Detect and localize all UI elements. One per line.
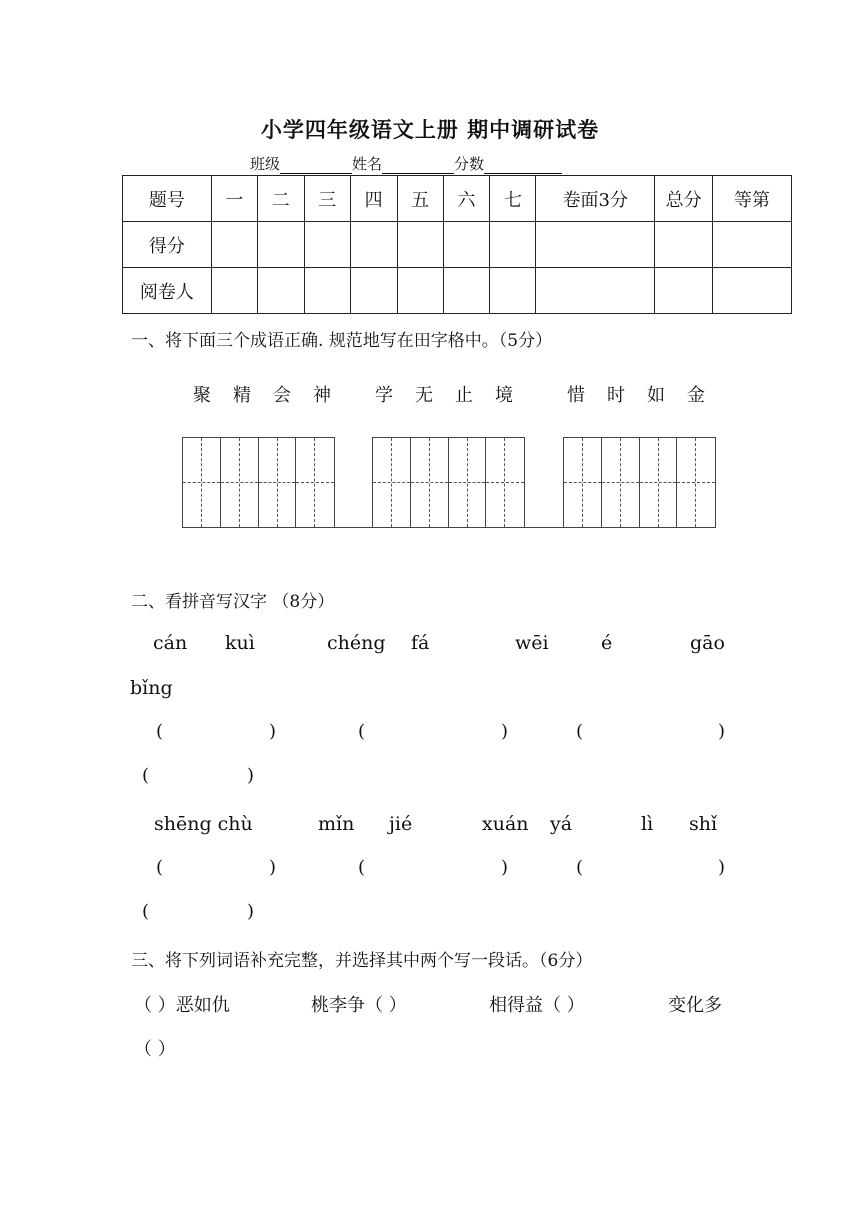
pinyin: cán bbox=[153, 632, 188, 654]
score-cell[interactable] bbox=[655, 222, 713, 268]
tianzige-grid-2[interactable] bbox=[372, 437, 525, 528]
pinyin: bǐng bbox=[130, 677, 173, 699]
tianzige-cell[interactable] bbox=[677, 438, 715, 527]
pinyin: chéng bbox=[327, 632, 386, 654]
answer-open-paren[interactable]: ( bbox=[156, 721, 164, 742]
fill-in-word[interactable]: （ ）恶如仇 bbox=[134, 995, 230, 1016]
header-cell: 七 bbox=[490, 176, 536, 222]
score-table-header-row bbox=[123, 176, 792, 222]
fill-in-word[interactable]: （ ） bbox=[134, 1039, 176, 1060]
grader-cell[interactable] bbox=[536, 268, 655, 314]
tianzige-cell[interactable] bbox=[564, 438, 602, 527]
score-cell[interactable] bbox=[397, 222, 443, 268]
pinyin: yá bbox=[550, 813, 573, 835]
fill-in-word[interactable]: 桃李争（ ） bbox=[311, 995, 407, 1016]
header-cell: 三 bbox=[304, 176, 350, 222]
idiom-char: 境 bbox=[495, 385, 513, 406]
class-label: 班级 bbox=[250, 155, 281, 173]
idiom-1 bbox=[182, 381, 342, 407]
tianzige-grid-1[interactable] bbox=[182, 437, 335, 528]
grader-cell[interactable] bbox=[257, 268, 304, 314]
score-cell[interactable] bbox=[536, 222, 655, 268]
grader-row bbox=[123, 268, 792, 314]
section3-heading: 三、将下列词语补充完整，并选择其中两个写一段话。（6分） bbox=[131, 951, 593, 971]
idiom-char: 聚 bbox=[193, 385, 211, 406]
answer-open-paren[interactable]: ( bbox=[142, 765, 150, 786]
pinyin: shǐ bbox=[689, 813, 718, 835]
tianzige-cell[interactable] bbox=[449, 438, 487, 527]
answer-open-paren[interactable]: ( bbox=[358, 721, 366, 742]
score-label: 分数 bbox=[454, 155, 485, 173]
header-cell: 题号 bbox=[123, 176, 212, 222]
answer-open-paren[interactable]: ( bbox=[576, 721, 584, 742]
header-cell: 二 bbox=[257, 176, 304, 222]
header-cell: 卷面3分 bbox=[536, 176, 655, 222]
section2-heading: 二、看拼音写汉字 （8分） bbox=[131, 592, 335, 612]
tianzige-cell[interactable] bbox=[221, 438, 259, 527]
student-info-line bbox=[250, 153, 562, 174]
tianzige-cell[interactable] bbox=[486, 438, 524, 527]
score-cell[interactable] bbox=[304, 222, 350, 268]
pinyin: xuán bbox=[482, 813, 529, 835]
grid-connector bbox=[525, 527, 563, 528]
score-table bbox=[122, 175, 792, 314]
grader-cell[interactable] bbox=[397, 268, 443, 314]
header-cell: 一 bbox=[211, 176, 257, 222]
answer-close-paren: ) bbox=[501, 721, 509, 742]
grader-cell[interactable] bbox=[350, 268, 397, 314]
answer-close-paren: ) bbox=[269, 721, 277, 742]
pinyin: wēi bbox=[515, 632, 549, 654]
grader-cell[interactable] bbox=[490, 268, 536, 314]
pinyin: shēng chù bbox=[154, 813, 253, 835]
score-row bbox=[123, 222, 792, 268]
idiom-3 bbox=[556, 381, 716, 407]
section1-heading: 一、将下面三个成语正确. 规范地写在田字格中。（5分） bbox=[131, 331, 553, 351]
pinyin: mǐn bbox=[318, 813, 355, 835]
idiom-char: 止 bbox=[455, 385, 473, 406]
pinyin: é bbox=[601, 632, 613, 654]
pinyin: lì bbox=[641, 813, 654, 835]
tianzige-cell[interactable] bbox=[373, 438, 411, 527]
score-cell[interactable] bbox=[257, 222, 304, 268]
answer-open-paren[interactable]: ( bbox=[358, 857, 366, 878]
tianzige-cell[interactable] bbox=[183, 438, 221, 527]
header-cell: 总分 bbox=[655, 176, 713, 222]
grader-cell[interactable] bbox=[655, 268, 713, 314]
score-cell[interactable] bbox=[443, 222, 490, 268]
answer-close-paren: ) bbox=[247, 901, 255, 922]
header-cell: 四 bbox=[350, 176, 397, 222]
idiom-char: 神 bbox=[313, 385, 331, 406]
idiom-char: 会 bbox=[273, 385, 291, 406]
tianzige-cell[interactable] bbox=[411, 438, 449, 527]
idiom-char: 惜 bbox=[567, 385, 585, 406]
answer-open-paren[interactable]: ( bbox=[156, 857, 164, 878]
idiom-char: 精 bbox=[233, 385, 251, 406]
score-cell[interactable] bbox=[490, 222, 536, 268]
pinyin: kuì bbox=[225, 632, 255, 654]
answer-open-paren[interactable]: ( bbox=[142, 901, 150, 922]
score-cell[interactable] bbox=[350, 222, 397, 268]
score-cell[interactable] bbox=[211, 222, 257, 268]
pinyin: fá bbox=[411, 632, 430, 654]
answer-open-paren[interactable]: ( bbox=[576, 857, 584, 878]
row-label: 得分 bbox=[123, 222, 212, 268]
tianzige-grid-3[interactable] bbox=[563, 437, 716, 528]
name-label: 姓名 bbox=[352, 155, 383, 173]
grader-cell[interactable] bbox=[443, 268, 490, 314]
answer-close-paren: ) bbox=[247, 765, 255, 786]
header-cell: 五 bbox=[397, 176, 443, 222]
grader-cell[interactable] bbox=[304, 268, 350, 314]
page-title: 小学四年级语文上册 期中调研试卷 bbox=[260, 117, 600, 142]
answer-close-paren: ) bbox=[718, 721, 726, 742]
idiom-2 bbox=[364, 381, 524, 407]
row-label: 阅卷人 bbox=[123, 268, 212, 314]
grader-cell[interactable] bbox=[211, 268, 257, 314]
answer-close-paren: ) bbox=[718, 857, 726, 878]
answer-close-paren: ) bbox=[501, 857, 509, 878]
header-cell: 六 bbox=[443, 176, 490, 222]
score-blank[interactable] bbox=[484, 157, 562, 174]
idiom-char: 时 bbox=[607, 385, 625, 406]
idiom-char: 金 bbox=[687, 385, 705, 406]
score-cell[interactable] bbox=[713, 222, 792, 268]
tianzige-cell[interactable] bbox=[602, 438, 640, 527]
fill-in-word[interactable]: 变化多 bbox=[668, 995, 722, 1016]
pinyin: jié bbox=[389, 813, 413, 835]
tianzige-cell[interactable] bbox=[296, 438, 334, 527]
grid-connector bbox=[335, 527, 372, 528]
idiom-char: 如 bbox=[647, 385, 665, 406]
fill-in-word[interactable]: 相得益（ ） bbox=[489, 995, 585, 1016]
pinyin: gāo bbox=[690, 632, 725, 654]
class-blank[interactable] bbox=[280, 157, 352, 174]
name-blank[interactable] bbox=[382, 157, 454, 174]
answer-close-paren: ) bbox=[269, 857, 277, 878]
idiom-char: 无 bbox=[415, 385, 433, 406]
idiom-char: 学 bbox=[375, 385, 393, 406]
header-cell: 等第 bbox=[713, 176, 792, 222]
tianzige-cell[interactable] bbox=[640, 438, 678, 527]
tianzige-cell[interactable] bbox=[259, 438, 297, 527]
grader-cell[interactable] bbox=[713, 268, 792, 314]
